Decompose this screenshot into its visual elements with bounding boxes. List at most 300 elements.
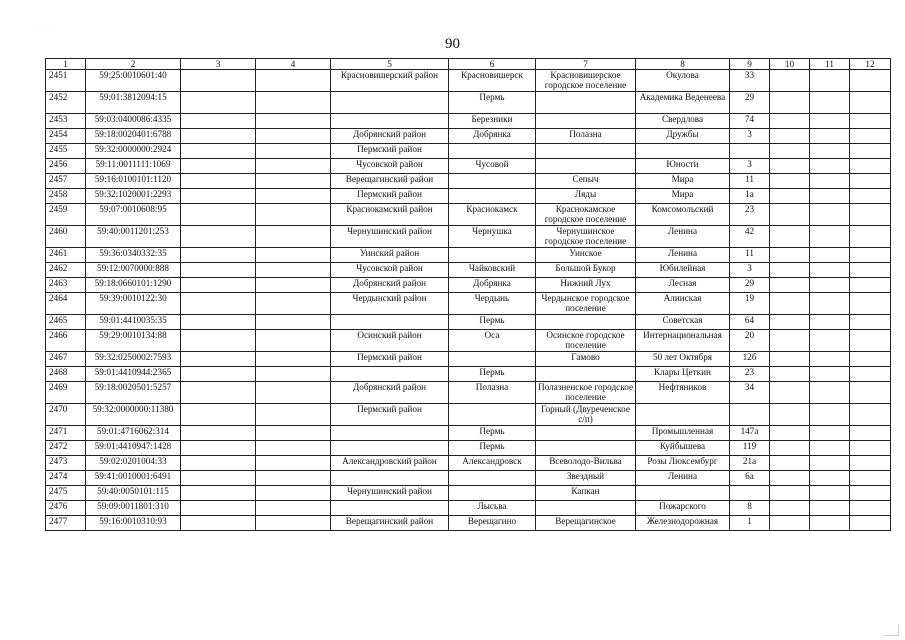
cell-col-12 (850, 352, 891, 367)
column-header-6: 6 (449, 59, 536, 70)
cell-col-4 (256, 330, 331, 352)
cell-col-5: Уинский район (331, 248, 449, 263)
cell-col-3 (181, 404, 256, 426)
cell-col-8: Пожарского (636, 501, 730, 516)
cell-col-8: Окулова (636, 70, 730, 92)
cell-col-1: 2461 (46, 248, 86, 263)
cell-col-2: 59:32:0000000:2924 (86, 144, 181, 159)
cell-col-4 (256, 189, 331, 204)
cell-col-4 (256, 441, 331, 456)
cell-col-5: Чернушинский район (331, 486, 449, 501)
cell-col-6 (449, 352, 536, 367)
cell-col-10 (770, 70, 810, 92)
cell-col-3 (181, 367, 256, 382)
cell-col-6: Чернушка (449, 226, 536, 248)
cell-col-7 (536, 315, 636, 330)
cell-col-12 (850, 174, 891, 189)
cell-col-10 (770, 189, 810, 204)
cell-col-1: 2477 (46, 516, 86, 531)
scan-artifact: · · · (38, 26, 52, 32)
cell-col-1: 2458 (46, 189, 86, 204)
cell-col-7 (536, 144, 636, 159)
cell-col-11 (810, 174, 850, 189)
cell-col-7: Полазна (536, 129, 636, 144)
cell-col-8: Мира (636, 189, 730, 204)
cell-col-12 (850, 315, 891, 330)
cell-col-9 (730, 486, 770, 501)
cell-col-5: Пермский район (331, 189, 449, 204)
cell-col-12 (850, 382, 891, 404)
cell-col-3 (181, 426, 256, 441)
cell-col-2: 59:03:0400086:4335 (86, 114, 181, 129)
cell-col-8: Академика Веденеева (636, 92, 730, 114)
cell-col-7: Полазненское городское поселение (536, 382, 636, 404)
cell-col-11 (810, 426, 850, 441)
cell-col-8: Мира (636, 174, 730, 189)
cell-col-2: 59:09:0011801:310 (86, 501, 181, 516)
cell-col-5: Чусовской район (331, 263, 449, 278)
table-body (46, 70, 891, 531)
cell-col-2: 59:41:0010001:6491 (86, 471, 181, 486)
cell-col-11 (810, 248, 850, 263)
cell-col-3 (181, 471, 256, 486)
cell-col-11 (810, 486, 850, 501)
cell-col-7 (536, 114, 636, 129)
cell-col-3 (181, 159, 256, 174)
cell-col-11 (810, 70, 850, 92)
table-row (46, 144, 891, 159)
cell-col-1: 2473 (46, 456, 86, 471)
cell-col-10 (770, 471, 810, 486)
cell-col-2: 59:18:0020401:6788 (86, 129, 181, 144)
cell-col-7: Чердынское городское поселение (536, 293, 636, 315)
cell-col-11 (810, 471, 850, 486)
column-header-10: 10 (770, 59, 810, 70)
cell-col-4 (256, 456, 331, 471)
cell-col-6: Пермь (449, 315, 536, 330)
cell-col-11 (810, 330, 850, 352)
cell-col-9: 1а (730, 189, 770, 204)
cell-col-12 (850, 248, 891, 263)
table-row (46, 189, 891, 204)
cell-col-4 (256, 129, 331, 144)
cell-col-2: 59:01:4410035:35 (86, 315, 181, 330)
cell-col-4 (256, 248, 331, 263)
cell-col-5 (331, 501, 449, 516)
cell-col-6: Верещагино (449, 516, 536, 531)
cell-col-10 (770, 501, 810, 516)
cell-col-11 (810, 367, 850, 382)
cell-col-9: 74 (730, 114, 770, 129)
cell-col-5: Пермский район (331, 144, 449, 159)
table-row (46, 129, 891, 144)
table-row (46, 456, 891, 471)
cell-col-12 (850, 278, 891, 293)
table-row (46, 486, 891, 501)
cell-col-8: Юности (636, 159, 730, 174)
cell-col-10 (770, 248, 810, 263)
table-row (46, 70, 891, 92)
cell-col-6: Пермь (449, 92, 536, 114)
cell-col-5: Добрянский район (331, 278, 449, 293)
cell-col-1: 2459 (46, 204, 86, 226)
cell-col-2: 59:11:0011111:1069 (86, 159, 181, 174)
cell-col-8: Советская (636, 315, 730, 330)
cell-col-10 (770, 144, 810, 159)
cell-col-9: 3 (730, 159, 770, 174)
cell-col-1: 2460 (46, 226, 86, 248)
cell-col-4 (256, 92, 331, 114)
cell-col-10 (770, 174, 810, 189)
cell-col-10 (770, 367, 810, 382)
cell-col-7: Краснокамское городское поселение (536, 204, 636, 226)
cell-col-10 (770, 263, 810, 278)
cell-col-5: Пермский район (331, 352, 449, 367)
table-row (46, 441, 891, 456)
cell-col-12 (850, 330, 891, 352)
cell-col-1: 2452 (46, 92, 86, 114)
cell-col-9: 12б (730, 352, 770, 367)
cell-col-7: Чернушинское городское поселение (536, 226, 636, 248)
cell-col-10 (770, 92, 810, 114)
cell-col-3 (181, 516, 256, 531)
cell-col-7: Звездный (536, 471, 636, 486)
cell-col-12 (850, 144, 891, 159)
cell-col-11 (810, 501, 850, 516)
cell-col-9: 11 (730, 174, 770, 189)
cell-col-11 (810, 159, 850, 174)
cell-col-10 (770, 278, 810, 293)
column-header-1: 1 (46, 59, 86, 70)
cell-col-3 (181, 204, 256, 226)
cell-col-11 (810, 293, 850, 315)
column-header-3: 3 (181, 59, 256, 70)
cell-col-6: Чердынь (449, 293, 536, 315)
cell-col-3 (181, 352, 256, 367)
cell-col-2: 59:40:0050101:115 (86, 486, 181, 501)
table-row (46, 248, 891, 263)
cell-col-11 (810, 129, 850, 144)
cell-col-11 (810, 441, 850, 456)
cell-col-5 (331, 367, 449, 382)
cell-col-7: Уинское (536, 248, 636, 263)
cell-col-9: 11 (730, 248, 770, 263)
cell-col-10 (770, 330, 810, 352)
cell-col-5 (331, 471, 449, 486)
cell-col-9 (730, 144, 770, 159)
cell-col-1: 2464 (46, 293, 86, 315)
table-row (46, 159, 891, 174)
cell-col-8 (636, 144, 730, 159)
cell-col-4 (256, 278, 331, 293)
cell-col-5: Осинский район (331, 330, 449, 352)
cell-col-12 (850, 441, 891, 456)
cell-col-4 (256, 315, 331, 330)
cell-col-12 (850, 129, 891, 144)
cell-col-8: Промышленная (636, 426, 730, 441)
cell-col-11 (810, 516, 850, 531)
cell-col-8: Юбилейная (636, 263, 730, 278)
cell-col-11 (810, 114, 850, 129)
cell-col-4 (256, 204, 331, 226)
cell-col-7: Горный (Двуреченское с/п) (536, 404, 636, 426)
cell-col-7: Красновишерское городское поселение (536, 70, 636, 92)
cell-col-5: Чусовской район (331, 159, 449, 174)
cell-col-11 (810, 352, 850, 367)
cell-col-3 (181, 278, 256, 293)
cell-col-4 (256, 293, 331, 315)
cell-col-8: Комсомольский (636, 204, 730, 226)
cell-col-3 (181, 293, 256, 315)
cell-col-12 (850, 189, 891, 204)
cell-col-6 (449, 189, 536, 204)
cell-col-12 (850, 114, 891, 129)
cell-col-1: 2471 (46, 426, 86, 441)
cell-col-3 (181, 382, 256, 404)
cell-col-2: 59:40:0011201:253 (86, 226, 181, 248)
cell-col-9: 3 (730, 263, 770, 278)
cell-col-9: 19 (730, 293, 770, 315)
cell-col-4 (256, 426, 331, 441)
cell-col-6: Александровск (449, 456, 536, 471)
cell-col-12 (850, 471, 891, 486)
page-number: 90 (445, 36, 460, 52)
cell-col-2: 59:18:0020501:5257 (86, 382, 181, 404)
column-header-4: 4 (256, 59, 331, 70)
cell-col-2: 59:32:0000000:11380 (86, 404, 181, 426)
column-header-9: 9 (730, 59, 770, 70)
cell-col-5: Чернушинский район (331, 226, 449, 248)
cell-col-7 (536, 501, 636, 516)
cell-col-3 (181, 330, 256, 352)
table-row (46, 204, 891, 226)
cell-col-1: 2474 (46, 471, 86, 486)
registry-table (45, 58, 891, 531)
cell-col-3 (181, 248, 256, 263)
cell-col-2: 59:01:3812094:15 (86, 92, 181, 114)
cell-col-10 (770, 159, 810, 174)
cell-col-11 (810, 189, 850, 204)
cell-col-4 (256, 159, 331, 174)
cell-col-10 (770, 456, 810, 471)
cell-col-7: Ляды (536, 189, 636, 204)
cell-col-3 (181, 315, 256, 330)
cell-col-6 (449, 144, 536, 159)
cell-col-12 (850, 92, 891, 114)
cell-col-1: 2456 (46, 159, 86, 174)
cell-col-9: 23 (730, 367, 770, 382)
table-row (46, 114, 891, 129)
cell-col-5: Чердынский район (331, 293, 449, 315)
cell-col-2: 59:16:0100101:1120 (86, 174, 181, 189)
cell-col-1: 2476 (46, 501, 86, 516)
cell-col-8: Нефтяников (636, 382, 730, 404)
cell-col-12 (850, 486, 891, 501)
cell-col-10 (770, 226, 810, 248)
table-row (46, 174, 891, 189)
cell-col-8: Ленина (636, 248, 730, 263)
cell-col-8: Клары Цеткин (636, 367, 730, 382)
cell-col-7: Большой Букор (536, 263, 636, 278)
table-row (46, 426, 891, 441)
cell-col-9: 119 (730, 441, 770, 456)
cell-col-8: Куйбышева (636, 441, 730, 456)
cell-col-11 (810, 92, 850, 114)
cell-col-7 (536, 92, 636, 114)
cell-col-8: Ленина (636, 471, 730, 486)
cell-col-4 (256, 367, 331, 382)
cell-col-6: Красновишерск (449, 70, 536, 92)
table-row (46, 315, 891, 330)
cell-col-12 (850, 293, 891, 315)
cell-col-2: 59:32:1020001:2293 (86, 189, 181, 204)
cell-col-4 (256, 501, 331, 516)
cell-col-11 (810, 456, 850, 471)
cell-col-7 (536, 159, 636, 174)
cell-col-1: 2468 (46, 367, 86, 382)
cell-col-9: 29 (730, 92, 770, 114)
cell-col-1: 2470 (46, 404, 86, 426)
cell-col-3 (181, 226, 256, 248)
cell-col-9: 29 (730, 278, 770, 293)
cell-col-7 (536, 441, 636, 456)
cell-col-9: 23 (730, 204, 770, 226)
cell-col-9: 6а (730, 471, 770, 486)
cell-col-1: 2463 (46, 278, 86, 293)
cell-col-5 (331, 426, 449, 441)
cell-col-3 (181, 174, 256, 189)
cell-col-3 (181, 486, 256, 501)
cell-col-4 (256, 114, 331, 129)
cell-col-3 (181, 129, 256, 144)
cell-col-5 (331, 315, 449, 330)
column-header-5: 5 (331, 59, 449, 70)
table-row (46, 471, 891, 486)
cell-col-8: Розы Люксембург (636, 456, 730, 471)
cell-col-5 (331, 114, 449, 129)
cell-col-10 (770, 426, 810, 441)
cell-col-12 (850, 204, 891, 226)
cell-col-9: 42 (730, 226, 770, 248)
cell-col-4 (256, 471, 331, 486)
cell-col-2: 59:01:4716062:314 (86, 426, 181, 441)
cell-col-7 (536, 367, 636, 382)
cell-col-12 (850, 456, 891, 471)
cell-col-8: Дружбы (636, 129, 730, 144)
cell-col-12 (850, 226, 891, 248)
cell-col-6: Полазна (449, 382, 536, 404)
cell-col-2: 59:16:0010310:93 (86, 516, 181, 531)
cell-col-1: 2451 (46, 70, 86, 92)
cell-col-9: 64 (730, 315, 770, 330)
cell-col-9: 34 (730, 382, 770, 404)
cell-col-4 (256, 382, 331, 404)
table-row (46, 516, 891, 531)
column-header-12: 12 (850, 59, 891, 70)
cell-col-6: Добрянка (449, 278, 536, 293)
table-row (46, 278, 891, 293)
cell-col-7 (536, 426, 636, 441)
column-header-2: 2 (86, 59, 181, 70)
table-row (46, 382, 891, 404)
cell-col-12 (850, 159, 891, 174)
table-header (46, 59, 891, 70)
cell-col-3 (181, 70, 256, 92)
table-row (46, 293, 891, 315)
cell-col-6 (449, 174, 536, 189)
cell-col-7: Капкан (536, 486, 636, 501)
cell-col-2: 59:02:0201004:33 (86, 456, 181, 471)
cell-col-7: Гамово (536, 352, 636, 367)
cell-col-8 (636, 404, 730, 426)
cell-col-6: Пермь (449, 441, 536, 456)
cell-col-2: 59:01:4410944:2365 (86, 367, 181, 382)
cell-col-2: 59:32:0250002:7593 (86, 352, 181, 367)
cell-col-9: 21а (730, 456, 770, 471)
cell-col-6: Краснокамск (449, 204, 536, 226)
cell-col-3 (181, 144, 256, 159)
cell-col-5 (331, 441, 449, 456)
cell-col-10 (770, 315, 810, 330)
cell-col-7: Осинское городское поселение (536, 330, 636, 352)
cell-col-6: Пермь (449, 367, 536, 382)
cell-col-5 (331, 92, 449, 114)
table-row (46, 501, 891, 516)
cell-col-1: 2453 (46, 114, 86, 129)
cell-col-11 (810, 315, 850, 330)
cell-col-12 (850, 501, 891, 516)
cell-col-2: 59:39:0010122:30 (86, 293, 181, 315)
cell-col-4 (256, 226, 331, 248)
table-row (46, 226, 891, 248)
cell-col-6: Чайковский (449, 263, 536, 278)
cell-col-10 (770, 486, 810, 501)
cell-col-4 (256, 144, 331, 159)
cell-col-10 (770, 114, 810, 129)
cell-col-1: 2465 (46, 315, 86, 330)
cell-col-11 (810, 144, 850, 159)
cell-col-7: Сепыч (536, 174, 636, 189)
cell-col-9: 3 (730, 129, 770, 144)
cell-col-11 (810, 204, 850, 226)
cell-col-10 (770, 404, 810, 426)
cell-col-11 (810, 404, 850, 426)
cell-col-5: Добрянский район (331, 129, 449, 144)
cell-col-2: 59:01:4410947:1428 (86, 441, 181, 456)
cell-col-3 (181, 441, 256, 456)
cell-col-11 (810, 226, 850, 248)
cell-col-2: 59:07:0010608:95 (86, 204, 181, 226)
header-row (46, 59, 891, 70)
cell-col-10 (770, 516, 810, 531)
cell-col-4 (256, 174, 331, 189)
cell-col-7: Нижний Лух (536, 278, 636, 293)
cell-col-3 (181, 456, 256, 471)
cell-col-5: Верещагинский район (331, 174, 449, 189)
cell-col-11 (810, 263, 850, 278)
column-header-8: 8 (636, 59, 730, 70)
cell-col-1: 2457 (46, 174, 86, 189)
cell-col-5: Добрянский район (331, 382, 449, 404)
cell-col-1: 2466 (46, 330, 86, 352)
cell-col-12 (850, 70, 891, 92)
cell-col-11 (810, 382, 850, 404)
cell-col-11 (810, 278, 850, 293)
cell-col-5: Александровский район (331, 456, 449, 471)
cell-col-12 (850, 404, 891, 426)
cell-col-8: Железнодорожная (636, 516, 730, 531)
cell-col-8: Интернациональная (636, 330, 730, 352)
